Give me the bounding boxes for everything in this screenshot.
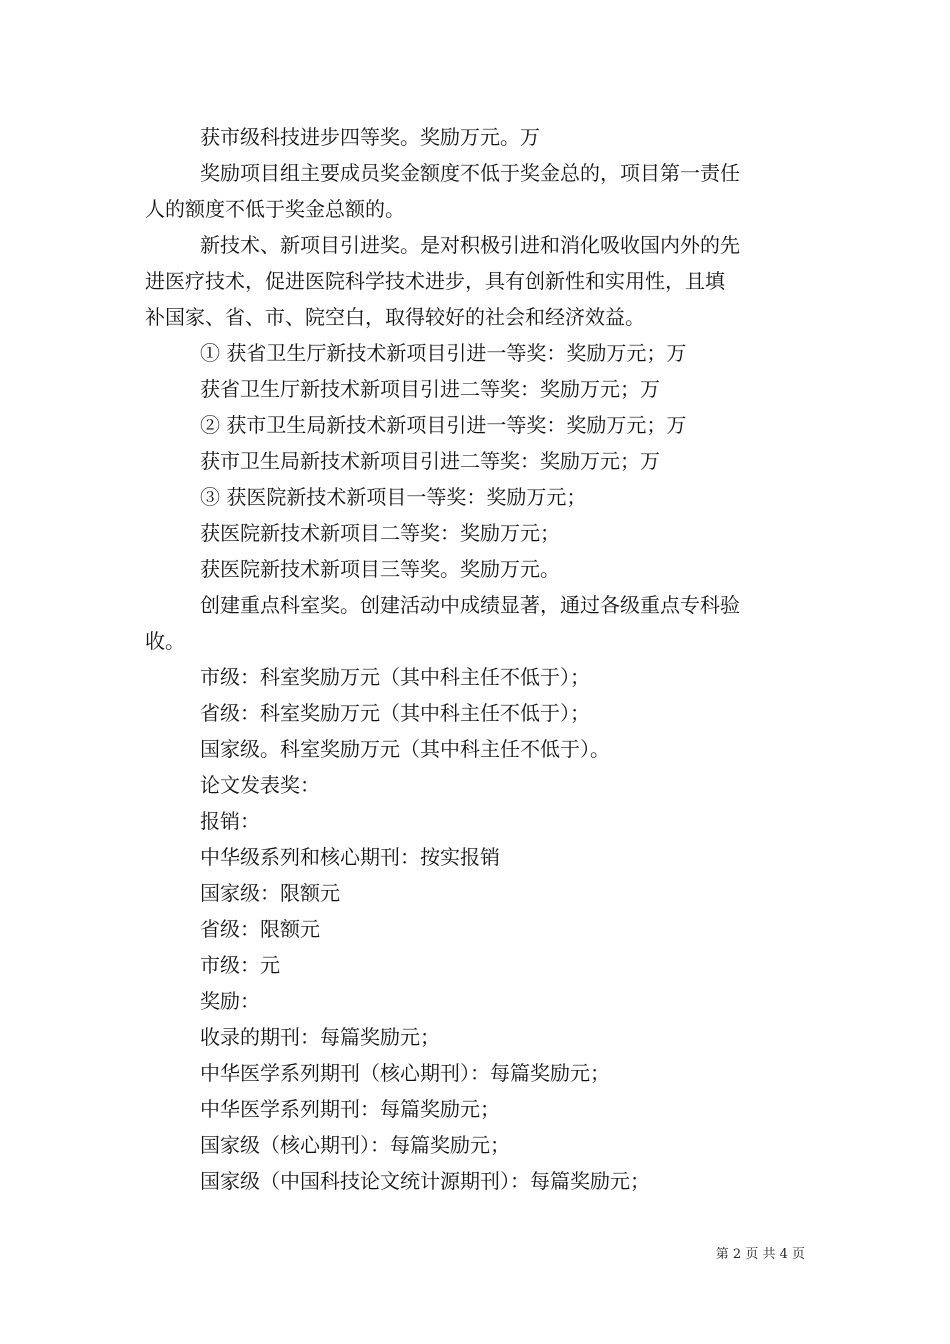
- list-item: 国家级。科室奖励万元（其中科主任不低于）。: [200, 737, 610, 761]
- list-item: 省级：科室奖励万元（其中科主任不低于）；: [200, 701, 590, 725]
- list-item: 中华医学系列期刊（核心期刊）：每篇奖励元；: [200, 1061, 610, 1085]
- list-item: ③ 获医院新技术新项目一等奖：奖励万元；: [200, 485, 587, 509]
- paragraph-line: 获市级科技进步四等奖。奖励万元。万: [200, 125, 540, 149]
- paragraph-line: 补国家、省、市、院空白，取得较好的社会和经济效益。: [145, 305, 645, 329]
- paragraph-line: 进医疗技术，促进医院科学技术进步，具有创新性和实用性，且填: [145, 269, 725, 293]
- list-item: 国家级：限额元: [200, 881, 340, 905]
- document-body: [145, 119, 809, 1199]
- page-number-footer: 第 2 页 共 4 页: [715, 1247, 805, 1262]
- subsection-heading: 奖励：: [200, 989, 260, 1013]
- paragraph-line: 创建重点科室奖。创建活动中成绩显著，通过各级重点专科验: [200, 593, 740, 617]
- list-item: 中华医学系列期刊：每篇奖励元；: [200, 1097, 500, 1121]
- list-item: 市级：元: [200, 953, 280, 977]
- paragraph-line: 新技术、新项目引进奖。是对积极引进和消化吸收国内外的先: [200, 233, 740, 257]
- subsection-heading: 报销：: [200, 809, 260, 833]
- paragraph-line: 奖励项目组主要成员奖金额度不低于奖金总的，项目第一责任: [200, 161, 740, 185]
- section-heading: 论文发表奖：: [200, 773, 320, 797]
- list-item: 获省卫生厅新技术新项目引进二等奖：奖励万元；万: [200, 377, 660, 401]
- list-item: ② 获市卫生局新技术新项目引进一等奖：奖励万元；万: [200, 413, 687, 437]
- list-item: 获市卫生局新技术新项目引进二等奖：奖励万元；万: [200, 449, 660, 473]
- list-item: 省级：限额元: [200, 917, 320, 941]
- list-item: 获医院新技术新项目三等奖。奖励万元。: [200, 557, 560, 581]
- list-item: 中华级系列和核心期刊：按实报销: [200, 845, 500, 869]
- list-item: 国家级（中国科技论文统计源期刊）：每篇奖励元；: [200, 1169, 650, 1193]
- paragraph-line: 收。: [145, 629, 185, 653]
- list-item: 市级：科室奖励万元（其中科主任不低于）；: [200, 665, 590, 689]
- list-item: 国家级（核心期刊）：每篇奖励元；: [200, 1133, 510, 1157]
- list-item: 收录的期刊：每篇奖励元；: [200, 1025, 440, 1049]
- list-item: 获医院新技术新项目二等奖：奖励万元；: [200, 521, 560, 545]
- list-item: ① 获省卫生厅新技术新项目引进一等奖：奖励万元；万: [200, 341, 687, 365]
- paragraph-line: 人的额度不低于奖金总额的。: [145, 197, 405, 221]
